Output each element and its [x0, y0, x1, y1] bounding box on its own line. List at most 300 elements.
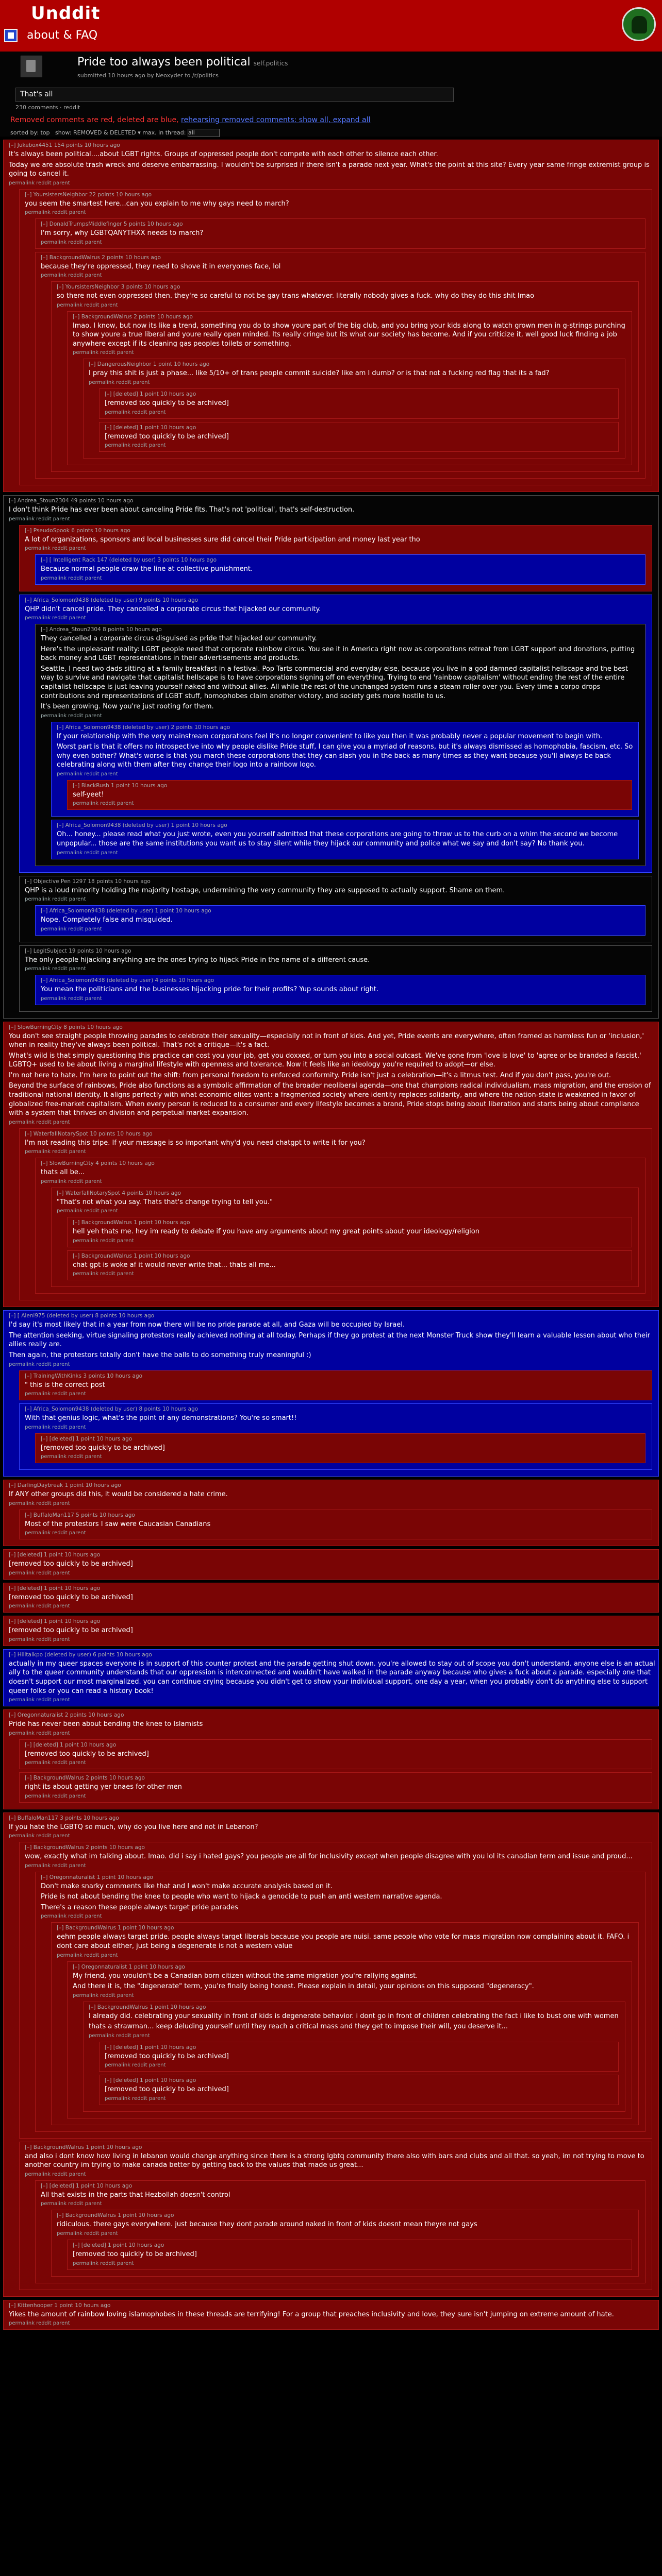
comment-links[interactable]: permalink reddit parent [25, 1424, 86, 1430]
comment [35, 905, 646, 936]
comment [67, 1217, 632, 1247]
comment-links[interactable]: permalink reddit parent [25, 2171, 86, 2177]
comment-body [25, 605, 649, 614]
comment-links[interactable]: permalink reddit parent [25, 1391, 86, 1397]
comment-body [25, 199, 649, 209]
comment [83, 359, 625, 459]
comment-meta[interactable]: [–] BuffaloMan117 5 points 10 hours ago [25, 1512, 135, 1518]
comment-body [25, 1139, 649, 1148]
comment-children [48, 1188, 642, 1287]
comment-meta[interactable]: [–] Africa_Solomon9438 (deleted by user) 4 points 10 hours ago [41, 977, 214, 984]
comment [3, 1616, 659, 1646]
comment-meta[interactable]: [–] BackgroundWalrus 1 point 10 hours ago [89, 2004, 206, 2010]
comment-paragraph: actually in my queer spaces everyone is in support of this counter protest and the parade getting shut down. you're allowed to stay out of scope you don't understand. anyone else is an actual ally to the queer community understands that our oppression is interconnected and wouldn't have walked in the parade anyway because who gives a fuck about a parade. especially one that doesn't support our most marginalized. you can continue crying because you didn't get to show your individual support, one day a year, when you probably don't do anything else to support queer folks or you can read a history book! [9, 1659, 655, 1695]
comment-links[interactable]: permalink reddit parent [9, 1570, 70, 1576]
comment-paragraph: [removed too quickly to be archived] [25, 1750, 149, 1758]
post-meta: submitted 10 hours ago by Neoxyder to /r/politics [77, 72, 219, 79]
comment [19, 1403, 652, 1470]
comment-body [25, 956, 649, 965]
comment-meta[interactable]: [–] Oregonnaturalist 1 point 10 hours ago [41, 1874, 153, 1880]
comment-children [32, 624, 649, 866]
comment-links[interactable]: permalink reddit parent [41, 575, 102, 581]
comment-links[interactable]: permalink reddit parent [25, 210, 86, 216]
comment-children [48, 722, 642, 859]
comment-meta[interactable]: [–] Hilltalkpo (deleted by user) 6 points 10 hours ago [9, 1651, 152, 1658]
comment-children [32, 975, 649, 1005]
comment-children [32, 218, 649, 479]
comment-paragraph: It's always been political....about LGBT rights. Groups of oppressed people don't compete with each other to silence each other. [9, 150, 438, 158]
comment-body [57, 732, 635, 770]
comment-links[interactable]: permalink reddit parent [25, 1760, 86, 1766]
comment-paragraph: lmao. I know, but now its like a trend, something you do to show youre part of the big club, and you bring your kids along to watch grown men in g-strings punching to show youre a true liberal and youre really open minded. Its really cringe but its what our society has become. And if you criticize it, well good luck finding a job anywhere except if its cleaning gas peoples toilets or something. [73, 321, 625, 348]
comment-links[interactable]: permalink reddit parent [73, 2260, 134, 2266]
comment-paragraph: You don't see straight people throwing parades to celebrate their sexuality—especially not in front of kids. And yet, Pride events are everywhere, often framed as harmless fun or 'inclusion,' when in reality they've always been political. That's not a critique—it's a fact. [9, 1032, 644, 1049]
comment-links[interactable]: permalink reddit parent [105, 443, 166, 449]
comment-body [105, 2085, 615, 2094]
comment-meta[interactable]: [–] Africa_Solomon9438 (deleted by user) 8 points 10 hours ago [25, 1406, 198, 1413]
comment-meta[interactable]: [–] [ Aleni975 (deleted by user) 8 points 10 hours ago [9, 1313, 155, 1319]
comment-links[interactable]: permalink reddit parent [25, 1862, 86, 1869]
comment-children [96, 2042, 622, 2105]
comment-body [9, 505, 655, 515]
comment-paragraph: Don't make snarky comments like that and I won't make accurate analysis based on it. [41, 1882, 333, 1890]
comment-meta[interactable]: [–] Objective Pen 1297 18 points 10 hours ago [25, 878, 151, 885]
comment-links[interactable]: permalink reddit parent [57, 2231, 118, 2237]
comment-body [41, 634, 642, 711]
comment-body [73, 1261, 628, 1270]
comment-paragraph: QHP didn't cancel pride. They cancelled a corporate circus that hijacked our community. [25, 605, 321, 613]
comment [19, 525, 652, 591]
comment-links[interactable]: permalink reddit parent [41, 926, 102, 932]
comment-paragraph: Most of the protestors I saw were Caucasian Canadians [25, 1520, 211, 1528]
comment-meta[interactable]: [–] [deleted] 1 point 10 hours ago [73, 2242, 164, 2249]
comment-body [41, 565, 642, 574]
comment [19, 945, 652, 1012]
comment-links[interactable]: permalink reddit parent [9, 1119, 70, 1125]
comment-paragraph: If ANY other groups did this, it would be considered a hate crime. [9, 1490, 228, 1499]
comment-paragraph: Oh... honey... please read what you just wrote, even you yourself admitted that these corporations are going to throw us to the curb on a whim the second we become unpopular... those are the same institutions you want us to stay silent while they hijack our community and police what we say and don't say? No thank you. [57, 831, 618, 848]
comment-meta[interactable]: [–] Africa_Solomon9438 (deleted by user) 9 points 10 hours ago [25, 597, 198, 603]
comment [19, 1510, 652, 1540]
comment-body [9, 2310, 655, 2319]
comment-meta[interactable]: [–] BackgroundWalrus 1 point 10 hours ago [73, 1219, 190, 1226]
comment-meta[interactable]: [–] [deleted] 1 point 10 hours ago [105, 424, 196, 431]
comment-body [25, 1783, 649, 1792]
comment-meta[interactable]: [–] Africa_Solomon9438 (deleted by user) 2 points 10 hours ago [57, 724, 230, 731]
comment-paragraph: I'm not here to hate. I'm here to point out the shift: from personal freedom to enforced conformity. Pride isn't just a celebration—it's a litmus test. And if you don't pass, you're out. [9, 1071, 611, 1079]
comment-links[interactable]: permalink reddit parent [25, 966, 86, 972]
removed-notice-link[interactable]: rehearsing removed comments: show all, expand all [181, 116, 371, 124]
comment-children [16, 189, 655, 485]
comment [51, 1922, 639, 2125]
comment-paragraph: eehm people always target pride. people always target liberals because you people are nuisi. same people who vote for mass migration now complaining about it. FAFO. i dont care about either, just being a degenerate is not a western value [57, 1933, 630, 1951]
comment-meta[interactable]: [–] Jukebox4451 154 points 10 hours ago [9, 142, 120, 148]
comment-body [89, 2012, 622, 2031]
comment-meta[interactable]: [–] DarlingDaybreak 1 point 10 hours ago [9, 1482, 121, 1489]
menu-icon[interactable] [4, 29, 18, 42]
comment-paragraph: And there it is, the "degenerate" term, you're finally being honest. Please explain in detail, your opinions on this supposed "degeneracy". [73, 1982, 534, 1991]
comment-meta[interactable]: [–] [deleted] 1 point 10 hours ago [25, 1741, 117, 1748]
comment-children [32, 554, 649, 585]
comment-paragraph: " this is the correct post [25, 1381, 105, 1389]
comment-children [80, 2002, 628, 2112]
comment-children [64, 1217, 635, 1280]
comment-paragraph: My friend, you wouldn't be a Canadian born citizen without the same migration you're rallying against. [73, 1972, 418, 1980]
comment-body [9, 1560, 655, 1569]
comment-links[interactable]: permalink reddit parent [73, 801, 134, 807]
comment-children [16, 1128, 655, 1301]
comment-meta[interactable]: [–] DonaldTrumpsMiddlefinger 5 points 10 hours ago [41, 221, 183, 228]
comment-paragraph: It's been growing. Now you're just rooting for them. [41, 703, 214, 711]
comment-meta[interactable]: [–] [ Intelligent Rack 147 (deleted by user) 3 points 10 hours ago [41, 557, 217, 564]
comment-paragraph: Here's the unpleasant reality: LGBT people need that corporate rainbow circus. You see it in America right now as corporations retreat from LGBT support and donations, putting back money and LGBT representations in their advertisements and products. [41, 645, 635, 663]
comment-body [25, 535, 649, 545]
comment-children [48, 2210, 642, 2276]
comment-meta[interactable]: [–] BackgroundWalrus 2 points 10 hours ago [25, 1844, 145, 1851]
comment-links[interactable]: permalink reddit parent [41, 273, 102, 279]
comment-children [32, 905, 649, 936]
comment-body [41, 1168, 642, 1177]
comment [35, 252, 646, 479]
comment-meta[interactable]: [–] BackgroundWalrus 1 point 10 hours ago [25, 2144, 142, 2150]
comment-links[interactable]: permalink reddit parent [9, 2320, 70, 2327]
comment [99, 2075, 619, 2105]
comment-links[interactable]: permalink reddit parent [41, 1913, 102, 1920]
comment-links[interactable]: permalink reddit parent [105, 409, 166, 415]
comment [3, 140, 659, 492]
comment-children [16, 1842, 655, 2290]
comment-meta[interactable]: [–] [deleted] 1 point 10 hours ago [9, 1618, 101, 1625]
comment [19, 189, 652, 485]
comment-body [57, 2220, 635, 2229]
comment-meta[interactable]: [–] SlowBurningCity 8 points 10 hours ago [9, 1024, 123, 1030]
comment-children [64, 2240, 635, 2270]
comment-paragraph: I'd say it's most likely that in a year from now there will be no pride parade at all, and Gaza will be occupied by Israel. [9, 1321, 405, 1329]
comment-meta[interactable]: [–] BackgroundWalrus 1 point 10 hours ago [73, 1252, 190, 1259]
comment-paragraph: A lot of organizations, sponsors and local businesses sure did cancel their Pride participation and money last year tho [25, 535, 420, 544]
comment-body [9, 1593, 655, 1602]
comment-paragraph: [removed too quickly to be archived] [105, 2052, 229, 2060]
comment-links[interactable]: permalink reddit parent [9, 180, 70, 186]
comment-paragraph: With that genius logic, what's the point of any demonstrations? You're so smart!! [25, 1414, 297, 1422]
nav-links[interactable] [27, 29, 101, 42]
comment-meta[interactable]: [–] [deleted] 1 point 10 hours ago [9, 1552, 101, 1558]
comment-children [32, 2180, 649, 2283]
comment [35, 1158, 646, 1294]
comment [51, 1188, 639, 1287]
comment-links[interactable]: permalink reddit parent [41, 713, 102, 719]
comment-body [41, 229, 642, 238]
comment-links[interactable]: permalink reddit parent [57, 302, 118, 308]
comment-links[interactable]: permalink reddit parent [41, 2201, 102, 2207]
comment-body [25, 1381, 649, 1390]
comment-body [41, 262, 642, 272]
comment-paragraph: There's a reason these people always target pride parades [41, 1903, 238, 1911]
comment-links[interactable]: permalink reddit parent [41, 239, 102, 245]
text-post-icon [21, 56, 42, 77]
comment-meta[interactable]: [–] [deleted] 1 point 10 hours ago [41, 2182, 133, 2189]
comment-links[interactable]: permalink reddit parent [41, 995, 102, 1002]
comment-body [57, 1933, 635, 1951]
comment-threads [0, 137, 662, 2333]
comment [19, 1128, 652, 1301]
comment [51, 2210, 639, 2276]
comment-body [25, 1750, 649, 1759]
comment [67, 780, 632, 810]
comment-links[interactable]: permalink reddit parent [89, 380, 150, 386]
comment [3, 1549, 659, 1580]
comment-links[interactable]: permalink reddit parent [25, 1793, 86, 1799]
comment-paragraph: so there not even oppressed then. they're so careful to not be gay trans whatever. literally nobody gives a fuck. why do they do this shit lmao [57, 292, 535, 300]
comment [35, 1433, 646, 1464]
comment-paragraph: [removed too quickly to be archived] [9, 1560, 133, 1568]
comment-meta[interactable]: [–] BlackRush 1 point 10 hours ago [73, 782, 168, 789]
comment-paragraph: [removed too quickly to be archived] [105, 432, 229, 440]
comment-links[interactable]: permalink reddit parent [57, 1952, 118, 1958]
comment-children [16, 525, 655, 1012]
comment-links[interactable]: permalink reddit parent [9, 1730, 70, 1736]
comment-children [16, 1510, 655, 1540]
comment [3, 2300, 659, 2330]
comment-meta[interactable]: [–] BackgroundWalrus 2 points 10 hours ago [73, 313, 193, 320]
comment-body [25, 2152, 649, 2170]
comment-meta[interactable]: [–] BackgroundWalrus 1 point 10 hours ago [57, 1925, 174, 1931]
comment-meta[interactable]: [–] WaterfallNotarySpot 4 points 10 hours ago [57, 1190, 181, 1196]
comment-links[interactable]: permalink reddit parent [41, 1178, 102, 1184]
comment [67, 311, 632, 465]
comment [19, 2142, 652, 2290]
comment [51, 820, 639, 859]
comment-paragraph: I already did. celebrating your sexuality in front of kids is degenerate behavior. i dont go in front of children celebrating the fact i like to bust one with women [89, 2012, 619, 2020]
comment [99, 388, 619, 419]
comment-paragraph: The only people hijacking anything are the ones trying to hijack Pride in the name of a different cause. [25, 956, 370, 964]
comment-body [25, 1852, 649, 1861]
post-stats[interactable]: 230 comments · reddit [15, 104, 80, 111]
comment [35, 554, 646, 585]
comment-paragraph: [removed too quickly to be archived] [9, 1626, 133, 1635]
comment-links[interactable]: permalink reddit parent [9, 1636, 70, 1642]
comment-body [41, 1882, 642, 1912]
comment-children [80, 359, 628, 459]
comment-links[interactable]: permalink reddit parent [25, 896, 86, 903]
comment-meta[interactable]: [–] WaterfallNotarySpot 10 points 10 hours ago [25, 1130, 153, 1137]
comment-links[interactable]: permalink reddit parent [9, 1833, 70, 1839]
comment-meta[interactable]: [–] Andrea_Stoun2304 49 points 10 hours ago [9, 498, 134, 504]
comment-meta[interactable]: [–] DangerousNeighbor 1 point 10 hours ago [89, 361, 210, 368]
comment-body [9, 1823, 655, 1832]
comment-paragraph: [removed too quickly to be archived] [105, 399, 229, 408]
comment-paragraph: All that exists in the parts that Hezbollah doesn't control [41, 2191, 230, 2199]
comment-meta[interactable]: [–] [deleted] 1 point 10 hours ago [41, 1435, 133, 1442]
comment [19, 1772, 652, 1803]
comment [3, 1480, 659, 1546]
comment-paragraph: Seattle, I need two dads sitting at a family breakfast in a festival. Pop Tarts commercial and everyday else, because you live in a god damned capitalist hellscape and the best way to survive and navigate that capitalist hellscape is to have corporations signing off on everything. Trying to end 'rainbow capitalism' without ending the rest of the entire capitalist hellscape is just leaving yourself naked and without allies. All while the rest of the unchanged system runs a steam roller over you. Every time a corpo drops contributions and representations of LGBT stuff, homophobes claim another victory, and society gets more hostile to us. [41, 665, 628, 700]
comment-meta[interactable]: [–] Oregonnaturalist 1 point 10 hours ago [73, 1963, 185, 1970]
comment [35, 218, 646, 249]
comment-links[interactable]: permalink reddit parent [57, 1208, 118, 1214]
comment-meta[interactable]: [–] Africa_Solomon9438 (deleted by user) 1 point 10 hours ago [57, 822, 227, 829]
comment-links[interactable]: permalink reddit parent [57, 850, 118, 856]
comment-paragraph: Today we are absolute trash wreck and deserve embarrassing. I wouldn't be surprised if there isn't a parade next year. What's the point at this site? Every year same fringe extremist group is going to cancel it. [9, 161, 650, 178]
comment [99, 422, 619, 452]
comment-meta[interactable]: [–] BackgroundWalrus 2 points 10 hours ago [41, 254, 161, 261]
comment-body [9, 1659, 655, 1696]
comment-children [64, 1961, 635, 2119]
comment-body [25, 1520, 649, 1529]
post-title-text[interactable]: Pride too always been political [77, 56, 251, 69]
comment [19, 595, 652, 873]
comment [3, 1709, 659, 1809]
comment-children [16, 1739, 655, 1803]
comment-body [41, 985, 642, 994]
comment-links[interactable]: permalink reddit parent [9, 516, 70, 522]
comment [51, 281, 639, 472]
comment-body [41, 916, 642, 925]
comment [19, 1370, 652, 1401]
comment [3, 1812, 659, 2297]
comment-children [32, 1872, 649, 2132]
comment-links[interactable]: permalink reddit parent [41, 1454, 102, 1460]
comment-links[interactable]: permalink reddit parent [89, 2032, 150, 2039]
comment-links[interactable]: permalink reddit parent [9, 1500, 70, 1506]
removed-notice [10, 116, 370, 124]
comment-meta[interactable]: [–] Kittenhooper 1 point 10 hours ago [9, 2302, 111, 2309]
comment [83, 2002, 625, 2112]
comment [3, 1583, 659, 1613]
comment-body [105, 2052, 615, 2061]
comment-links[interactable]: permalink reddit parent [9, 1603, 70, 1609]
comment-body [9, 1490, 655, 1499]
sort-bar [10, 129, 220, 137]
max-thread-select[interactable]: all [188, 129, 220, 137]
removed-notice-text: Removed comments are red, deleted are blue, [10, 116, 179, 124]
comment-paragraph: They cancelled a corporate circus disguised as pride that hijacked our community. [41, 635, 317, 643]
comment-paragraph: I'm not reading this tripe. If your message is so important why'd you need chatgpt to write it for you? [25, 1139, 366, 1147]
comment [19, 1842, 652, 2139]
comment-body [41, 2191, 642, 2200]
comment-children [32, 1433, 649, 1464]
comment-body [9, 1626, 655, 1635]
comment-children [48, 281, 642, 472]
brand-title[interactable]: Unddit [31, 3, 101, 24]
comment-meta[interactable]: [–] [deleted] 1 point 10 hours ago [105, 2044, 196, 2050]
comment-paragraph: Pride has never been about bending the knee to Islamists [9, 1720, 203, 1728]
sort-label[interactable]: sorted by: top [10, 129, 50, 136]
comment-links[interactable]: permalink reddit parent [25, 1149, 86, 1155]
post-body: That's all [15, 88, 454, 102]
comment-body [25, 886, 649, 895]
comment-links[interactable]: permalink reddit parent [73, 1238, 134, 1244]
comment [35, 1872, 646, 2132]
comment-links[interactable]: permalink reddit parent [73, 350, 134, 356]
comment-links[interactable]: permalink reddit parent [9, 1361, 70, 1367]
comment-paragraph: Worst part is that it offers no introspective into why people dislike Pride stuff, I can give you a myriad of reasons, but it's always dismissed as homophobia, fascism, etc. So why even bother? What's worse is that you march these corporations that they can slash you in the back as many times as they want because you'll always be back celebrating along with them after they change their logo into a rainbow logo. [57, 743, 633, 769]
comment-paragraph: I'm sorry, why LGBTQANYTHXX needs to march? [41, 229, 204, 238]
comment-links[interactable]: permalink reddit parent [25, 546, 86, 552]
comment-meta[interactable]: [–] YoursistersNeighbor 22 points 10 hours ago [25, 191, 152, 198]
comment-paragraph: Yikes the amount of rainbow loving islamophobes in these threads are terrifying! For a group that preaches inclusivity and love, they sure isn't jumping on extreme amount of hate. [9, 2310, 614, 2318]
comment [67, 2240, 632, 2270]
comment-body [89, 369, 622, 378]
sort-options[interactable]: show: REMOVED & DELETED ▾ max. in thread: [55, 129, 186, 136]
comment-paragraph: What's wild is that simply questioning this practice can cost you your job, get you doxxed, or turn you into a social outcast. We've gone from 'love is love' to 'agree or be branded a fascist.' LGBTQ+ used to be about living a marginal lifestyle with openness and tolerance. Now it feels like an ideology you're required to adopt—or else. [9, 1052, 641, 1069]
post-header [0, 52, 662, 137]
comment-meta[interactable]: [–] [deleted] 1 point 10 hours ago [105, 2077, 196, 2084]
comment-children [16, 1370, 655, 1470]
comment [3, 1310, 659, 1477]
comment-paragraph: you seem the smartest here...can you explain to me why gays need to march? [25, 199, 289, 208]
comment-meta[interactable]: [–] [deleted] 1 point 10 hours ago [9, 1585, 101, 1591]
comment-meta[interactable]: [–] YoursistersNeighbor 3 points 10 hours ago [57, 284, 180, 291]
comment-paragraph: "That's not what you say. Thats that's change trying to tell you." [57, 1198, 273, 1206]
comment-meta[interactable]: [–] BuffaloMan117 3 points 10 hours ago [9, 1815, 119, 1821]
comment-body [73, 2250, 628, 2259]
comment-body [57, 830, 635, 848]
comment-body [9, 1320, 655, 1360]
comment-paragraph: [removed too quickly to be archived] [105, 2086, 229, 2094]
comment-links[interactable]: permalink reddit parent [105, 2062, 166, 2069]
comment-body [25, 1414, 649, 1423]
comment-paragraph: right its about getting yer bnaes for other men [25, 1783, 182, 1791]
post-title[interactable] [77, 56, 288, 69]
comment-children [64, 311, 635, 465]
comment-paragraph: thats all be... [41, 1168, 85, 1177]
comment-meta[interactable]: [–] PseudoSpook 6 points 10 hours ago [25, 527, 130, 534]
comment-links[interactable]: permalink reddit parent [25, 615, 86, 621]
comment-meta[interactable]: [–] Oregonnaturalist 2 points 10 hours ago [9, 1712, 124, 1719]
comment-links[interactable]: permalink reddit parent [73, 1271, 134, 1277]
comment-body [57, 1198, 635, 1207]
comment-paragraph: hell yeh thats me. hey im ready to debate if you have any arguments about my great points about your ideology/religion [73, 1228, 479, 1236]
comment-paragraph: chat gpt is woke af it would never write that... thats all me... [73, 1261, 276, 1269]
comment-body [73, 1972, 628, 1991]
comment-paragraph: If you hate the LGBTQ so much, why do you live here and not in Lebanon? [9, 1823, 258, 1831]
comment-body [73, 1227, 628, 1236]
comment [19, 1739, 652, 1770]
comment-children [64, 780, 635, 810]
comment-meta[interactable]: [–] Africa_Solomon9438 (deleted by user) 1 point 10 hours ago [41, 908, 211, 914]
comment-meta[interactable]: [–] SlowBurningCity 4 points 10 hours ago [41, 1160, 155, 1167]
comment-links[interactable]: permalink reddit parent [57, 771, 118, 777]
comment-paragraph: wow, exactly what im talking about. lmao. did i say i hated gays? you people are all for inclusivity except when people disagree with you lol its canadian term and issue and proud... [25, 1853, 633, 1861]
nav-about-link[interactable]: about & FAQ [27, 29, 98, 42]
comment-body [57, 292, 635, 301]
comment-paragraph: Because normal people draw the line at collective punishment. [41, 565, 253, 573]
comment-links[interactable]: permalink reddit parent [9, 1697, 70, 1703]
comment [99, 2042, 619, 2072]
comment-body [9, 150, 655, 179]
comment-paragraph: Beyond the surface of rainbows, Pride also functions as a symbolic affirmation of the broader neoliberal agenda—one that champions radical individualism, mass migration, and the erosion of traditional national identity. It aligns perfectly with what economic elites want: a fragmented society where identity replaces solidarity, and where the nation-state is weakened in favor of globalized free-market capitalism. When every person is reduced to a consumer and every lifestyle becomes a brand, Pride stops being about liberation and starts being about compliance with a system that thrives on division and perpetual market expansion. [9, 1082, 651, 1117]
comment-links[interactable]: permalink reddit parent [73, 1992, 134, 1998]
comment-body [41, 1444, 642, 1453]
comment [35, 624, 646, 866]
comment-paragraph: ridiculous. there gays everywhere. just because they dont parade around naked in front of kids doesnt mean theyre not gays [57, 2221, 477, 2229]
comment [3, 1649, 659, 1706]
comment-links[interactable]: permalink reddit parent [105, 2095, 166, 2102]
comment-meta[interactable]: [–] [deleted] 1 point 10 hours ago [105, 391, 196, 398]
comment-children [96, 388, 622, 452]
comment-meta[interactable]: [–] BackgroundWalrus 1 point 10 hours ago [57, 2212, 174, 2219]
comment-paragraph: Nope. Completely false and misguided. [41, 916, 173, 924]
comment-meta[interactable]: [–] Andrea_Stoun2304 8 points 10 hours ago [41, 626, 162, 633]
comment-links[interactable]: permalink reddit parent [25, 1530, 86, 1536]
post-title-tag: self.politics [253, 60, 288, 67]
comment-meta[interactable]: [–] LegitSubject 19 points 10 hours ago [25, 947, 131, 954]
comment-paragraph: self-yeet! [73, 790, 104, 799]
comment-paragraph: because they're oppressed, they need to shove it in everyones face, lol [41, 262, 281, 270]
comment-meta[interactable]: [–] BackgroundWalrus 2 points 10 hours ago [25, 1775, 145, 1782]
comment-meta[interactable]: [–] TrainingWithKinks 3 points 10 hours ago [25, 1372, 143, 1379]
